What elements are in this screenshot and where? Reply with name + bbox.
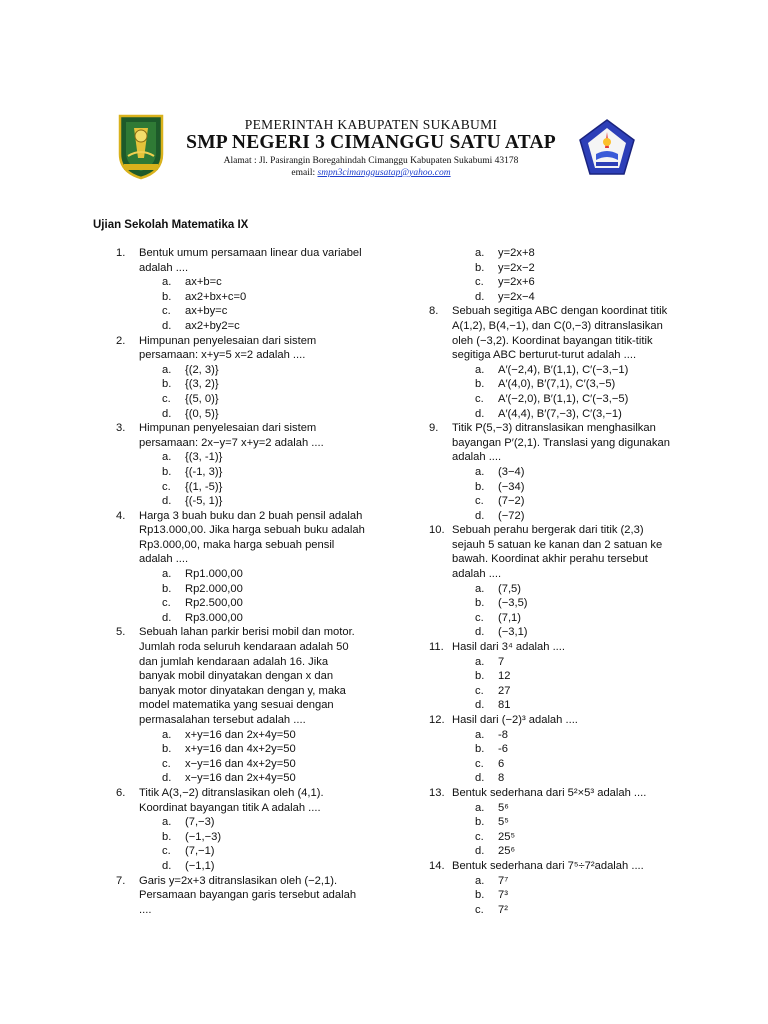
question-text: Titik P(5,−3) ditranslasikan menghasilkan bayangan P′(2,1). Translasi yang digunakan adalah .... bbox=[452, 422, 670, 464]
question-number: 5. bbox=[116, 626, 126, 639]
option-letter: a. bbox=[162, 568, 172, 581]
left-question-column bbox=[116, 246, 366, 917]
answer-option bbox=[429, 815, 679, 830]
question-item bbox=[116, 874, 366, 918]
option-letter: c. bbox=[475, 611, 484, 624]
option-text: y=2x+6 bbox=[498, 276, 535, 289]
option-letter: b. bbox=[475, 480, 485, 493]
option-letter: b. bbox=[475, 743, 485, 756]
answer-option bbox=[429, 261, 679, 276]
answer-option bbox=[116, 304, 366, 319]
answer-option bbox=[429, 377, 679, 392]
option-text: Rp2.000,00 bbox=[185, 582, 243, 595]
option-letter: d. bbox=[162, 319, 172, 332]
option-text: 7⁷ bbox=[498, 874, 509, 887]
option-text: 12 bbox=[498, 670, 511, 683]
letterhead bbox=[0, 112, 768, 188]
option-text: x−y=16 dan 4x+2y=50 bbox=[185, 757, 296, 770]
answer-option bbox=[429, 698, 679, 713]
question-number: 6. bbox=[116, 786, 126, 799]
answer-option bbox=[429, 465, 679, 480]
school-name: SMP NEGERI 3 CIMANGGU SATU ATAP bbox=[186, 132, 556, 153]
answer-option bbox=[429, 407, 679, 422]
option-text: {(-5, 1)} bbox=[185, 495, 223, 508]
option-text: ax+by=c bbox=[185, 305, 228, 318]
answer-option bbox=[429, 801, 679, 816]
option-text: (−3,5) bbox=[498, 597, 528, 610]
answer-option bbox=[116, 771, 366, 786]
question-item bbox=[116, 625, 366, 727]
option-letter: c. bbox=[475, 684, 484, 697]
answer-option bbox=[429, 363, 679, 378]
question-number: 2. bbox=[116, 334, 126, 347]
question-number: 14. bbox=[429, 859, 445, 872]
option-letter: c. bbox=[162, 845, 171, 858]
answer-option bbox=[429, 611, 679, 626]
option-text: A′(−2,4), B′(1,1), C′(−3,−1) bbox=[498, 363, 629, 376]
question-item bbox=[429, 304, 679, 362]
answer-option bbox=[116, 407, 366, 422]
answer-option bbox=[116, 480, 366, 495]
question-number: 7. bbox=[116, 874, 126, 887]
answer-option bbox=[116, 728, 366, 743]
answer-option bbox=[429, 596, 679, 611]
option-text: -8 bbox=[498, 728, 508, 741]
answer-option bbox=[116, 377, 366, 392]
option-letter: c. bbox=[475, 757, 484, 770]
answer-option bbox=[429, 742, 679, 757]
question-item bbox=[429, 859, 679, 874]
option-text: A′(4,4), B′(7,−3), C′(3,−1) bbox=[498, 407, 622, 420]
option-letter: c. bbox=[475, 276, 484, 289]
option-text: (−34) bbox=[498, 480, 525, 493]
answer-option bbox=[116, 859, 366, 874]
answer-option bbox=[116, 275, 366, 290]
option-letter: b. bbox=[162, 465, 172, 478]
option-text: (3−4) bbox=[498, 465, 525, 478]
option-text: 6 bbox=[498, 757, 505, 770]
option-text: {(1, -5)} bbox=[185, 480, 223, 493]
school-emblem-logo bbox=[578, 118, 636, 178]
school-email-line bbox=[176, 168, 566, 178]
answer-option bbox=[116, 815, 366, 830]
question-text: Garis y=2x+3 ditranslasikan oleh (−2,1). Persamaan bayangan garis tersebut adalah .... bbox=[139, 874, 357, 916]
option-text: ax2+bx+c=0 bbox=[185, 290, 247, 303]
option-text: 5⁶ bbox=[498, 801, 509, 814]
option-text: {(0, 5)} bbox=[185, 407, 219, 420]
option-letter: b. bbox=[475, 597, 485, 610]
option-letter: c. bbox=[162, 597, 171, 610]
option-letter: b. bbox=[475, 889, 485, 902]
question-number: 4. bbox=[116, 509, 126, 522]
answer-option bbox=[429, 728, 679, 743]
exam-title: Ujian Sekolah Matematika IX bbox=[93, 219, 249, 231]
option-text: 81 bbox=[498, 699, 511, 712]
option-letter: b. bbox=[475, 378, 485, 391]
option-letter: d. bbox=[475, 290, 485, 303]
option-letter: c. bbox=[475, 830, 484, 843]
option-letter: a. bbox=[475, 874, 485, 887]
answer-option bbox=[429, 844, 679, 859]
option-text: (−1,1) bbox=[185, 859, 215, 872]
answer-option bbox=[429, 874, 679, 889]
option-letter: c. bbox=[475, 903, 484, 916]
option-text: x+y=16 dan 2x+4y=50 bbox=[185, 728, 296, 741]
option-letter: b. bbox=[162, 830, 172, 843]
question-text: Himpunan penyelesaian dari sistem persamaan: x+y=5 x=2 adalah .... bbox=[139, 334, 317, 362]
option-text: 7² bbox=[498, 903, 508, 916]
option-text: (−1,−3) bbox=[185, 830, 222, 843]
option-text: y=2x−4 bbox=[498, 290, 535, 303]
option-text: x+y=16 dan 4x+2y=50 bbox=[185, 743, 296, 756]
question-number: 1. bbox=[116, 247, 126, 259]
email-label: email: bbox=[291, 168, 316, 178]
answer-option bbox=[116, 363, 366, 378]
answer-option bbox=[116, 582, 366, 597]
option-text: {(5, 0)} bbox=[185, 392, 219, 405]
option-text: (7,1) bbox=[498, 611, 522, 624]
answer-option bbox=[429, 392, 679, 407]
option-letter: d. bbox=[162, 859, 172, 872]
option-text: (−3,1) bbox=[498, 626, 528, 639]
option-text: {(3, -1)} bbox=[185, 451, 223, 464]
option-text: ax+b=c bbox=[185, 276, 222, 289]
option-text: 25⁶ bbox=[498, 845, 516, 858]
answer-option bbox=[116, 319, 366, 334]
option-text: ax2+by2=c bbox=[185, 319, 240, 332]
option-letter: c. bbox=[162, 757, 171, 770]
option-letter: a. bbox=[162, 276, 172, 289]
option-text: Rp2.500,00 bbox=[185, 597, 243, 610]
question-text: Harga 3 buah buku dan 2 buah pensil adalah Rp13.000,00. Jika harga sebuah buku adalah Rp3.000,00, maka harga sebuah pensil adalah .... bbox=[139, 509, 365, 566]
answer-option bbox=[429, 771, 679, 786]
option-letter: a. bbox=[475, 247, 485, 259]
answer-option bbox=[429, 275, 679, 290]
option-letter: a. bbox=[475, 582, 485, 595]
question-text: Titik A(3,−2) ditranslasikan oleh (4,1). Koordinat bayangan titik A adalah .... bbox=[139, 786, 324, 814]
option-letter: b. bbox=[475, 670, 485, 683]
answer-option bbox=[116, 742, 366, 757]
option-letter: d. bbox=[475, 772, 485, 785]
option-letter: c. bbox=[162, 305, 171, 318]
answer-option bbox=[429, 246, 679, 261]
question-number: 10. bbox=[429, 524, 445, 537]
option-letter: b. bbox=[162, 378, 172, 391]
answer-option bbox=[116, 567, 366, 582]
option-letter: d. bbox=[162, 772, 172, 785]
answer-option bbox=[429, 903, 679, 918]
option-text: 7 bbox=[498, 655, 505, 668]
question-number: 3. bbox=[116, 422, 126, 435]
option-text: y=2x+8 bbox=[498, 247, 535, 259]
answer-option bbox=[116, 465, 366, 480]
answer-option bbox=[429, 509, 679, 524]
government-name: PEMERINTAH KABUPATEN SUKABUMI bbox=[244, 117, 498, 132]
question-number: 13. bbox=[429, 786, 445, 799]
answer-option bbox=[116, 844, 366, 859]
option-letter: a. bbox=[475, 801, 485, 814]
question-text: Bentuk sederhana dari 7⁵÷7²adalah .... bbox=[452, 859, 644, 872]
option-letter: b. bbox=[162, 290, 172, 303]
question-item bbox=[429, 421, 679, 465]
question-text: Sebuah lahan parkir berisi mobil dan motor. Jumlah roda seluruh kendaraan adalah 50 dan jumlah kendaraan adalah 16. Jika banyak mobil dinyatakan dengan x dan banyak motor dinyatakan dengan y, maka model matematika yang sesuai dengan permasalahan tersebut adalah .... bbox=[139, 626, 355, 726]
option-letter: a. bbox=[162, 451, 172, 464]
answer-option bbox=[429, 625, 679, 640]
answer-option bbox=[429, 757, 679, 772]
option-letter: d. bbox=[475, 845, 485, 858]
option-text: 27 bbox=[498, 684, 511, 697]
option-letter: d. bbox=[475, 699, 485, 712]
question-number: 11. bbox=[429, 641, 444, 654]
answer-option bbox=[429, 669, 679, 684]
option-text: {(3, 2)} bbox=[185, 378, 219, 391]
question-number: 8. bbox=[429, 305, 439, 318]
option-letter: a. bbox=[162, 363, 172, 376]
question-item bbox=[429, 786, 679, 801]
option-letter: a. bbox=[475, 655, 485, 668]
question-item bbox=[116, 246, 366, 275]
answer-option bbox=[116, 494, 366, 509]
school-address: Alamat : Jl. Pasirangin Boregahindah Cimanggu Kabupaten Sukabumi 43178 bbox=[223, 156, 519, 166]
option-letter: a. bbox=[475, 465, 485, 478]
question-number: 9. bbox=[429, 422, 439, 435]
answer-option bbox=[116, 757, 366, 772]
question-text: Bentuk umum persamaan linear dua variabel adalah .... bbox=[139, 247, 362, 274]
right-question-column bbox=[429, 246, 679, 917]
answer-option bbox=[116, 392, 366, 407]
option-letter: c. bbox=[162, 392, 171, 405]
option-letter: d. bbox=[475, 407, 485, 420]
question-item bbox=[116, 786, 366, 815]
option-text: y=2x−2 bbox=[498, 261, 535, 274]
option-text: {(-1, 3)} bbox=[185, 465, 223, 478]
option-letter: b. bbox=[475, 261, 485, 274]
option-letter: b. bbox=[162, 743, 172, 756]
question-text: Hasil dari 3⁴ adalah .... bbox=[452, 641, 566, 654]
option-text: (7,5) bbox=[498, 582, 522, 595]
question-number: 12. bbox=[429, 714, 445, 726]
question-text: Sebuah segitiga ABC dengan koordinat titik A(1,2), B(4,−1), dan C(0,−3) ditranslasikan oleh (−3,2). Koordinat bayangan titik-titik segitiga ABC berturut-turut adalah .... bbox=[452, 305, 668, 362]
answer-option bbox=[429, 290, 679, 305]
option-letter: a. bbox=[162, 816, 172, 829]
option-text: 7³ bbox=[498, 889, 508, 902]
answer-option bbox=[429, 582, 679, 597]
option-text: -6 bbox=[498, 743, 508, 756]
option-text: Rp3.000,00 bbox=[185, 611, 243, 624]
answer-option bbox=[429, 888, 679, 903]
answer-option bbox=[429, 830, 679, 845]
email-link[interactable]: smpn3cimanggusatap@yahoo.com bbox=[317, 168, 451, 178]
option-letter: d. bbox=[162, 407, 172, 420]
question-item bbox=[116, 509, 366, 567]
kabupaten-crest-logo bbox=[118, 114, 164, 180]
option-letter: c. bbox=[475, 495, 484, 508]
option-letter: b. bbox=[475, 816, 485, 829]
option-text: (7,−3) bbox=[185, 816, 215, 829]
option-letter: c. bbox=[162, 480, 171, 493]
option-letter: a. bbox=[475, 728, 485, 741]
option-text: (7,−1) bbox=[185, 845, 215, 858]
option-letter: d. bbox=[162, 611, 172, 624]
option-letter: b. bbox=[162, 582, 172, 595]
option-text: A′(4,0), B′(7,1), C′(3,−5) bbox=[498, 378, 616, 391]
answer-option bbox=[429, 684, 679, 699]
answer-option bbox=[429, 494, 679, 509]
option-letter: a. bbox=[475, 363, 485, 376]
option-text: x−y=16 dan 2x+4y=50 bbox=[185, 772, 296, 785]
question-text: Bentuk sederhana dari 5²×5³ adalah .... bbox=[452, 786, 647, 799]
question-text: Himpunan penyelesaian dari sistem persamaan: 2x−y=7 x+y=2 adalah .... bbox=[139, 422, 324, 449]
question-text: Hasil dari (−2)³ adalah .... bbox=[452, 714, 578, 726]
option-text: 5⁵ bbox=[498, 816, 509, 829]
option-letter: d. bbox=[475, 626, 485, 639]
answer-option bbox=[116, 830, 366, 845]
answer-option bbox=[116, 611, 366, 626]
option-text: A′(−2,0), B′(1,1), C′(−3,−5) bbox=[498, 392, 629, 405]
option-text: {(2, 3)} bbox=[185, 363, 219, 376]
question-item bbox=[116, 334, 366, 363]
option-letter: a. bbox=[162, 728, 172, 741]
question-item bbox=[429, 713, 679, 728]
option-letter: d. bbox=[162, 495, 172, 508]
option-letter: c. bbox=[475, 392, 484, 405]
question-item bbox=[429, 640, 679, 655]
answer-option bbox=[116, 596, 366, 611]
answer-option bbox=[116, 450, 366, 465]
option-text: (−72) bbox=[498, 509, 525, 522]
option-text: 25⁵ bbox=[498, 830, 516, 843]
answer-option bbox=[116, 290, 366, 305]
question-item bbox=[116, 421, 366, 450]
option-text: 8 bbox=[498, 772, 505, 785]
answer-option bbox=[429, 655, 679, 670]
answer-option bbox=[429, 480, 679, 495]
question-item bbox=[429, 523, 679, 581]
option-text: (7−2) bbox=[498, 495, 525, 508]
option-letter: d. bbox=[475, 509, 485, 522]
option-text: Rp1.000,00 bbox=[185, 568, 243, 581]
question-text: Sebuah perahu bergerak dari titik (2,3) sejauh 5 satuan ke kanan dan 2 satuan ke bawah. Koordinat akhir perahu tersebut adalah .... bbox=[452, 524, 663, 581]
